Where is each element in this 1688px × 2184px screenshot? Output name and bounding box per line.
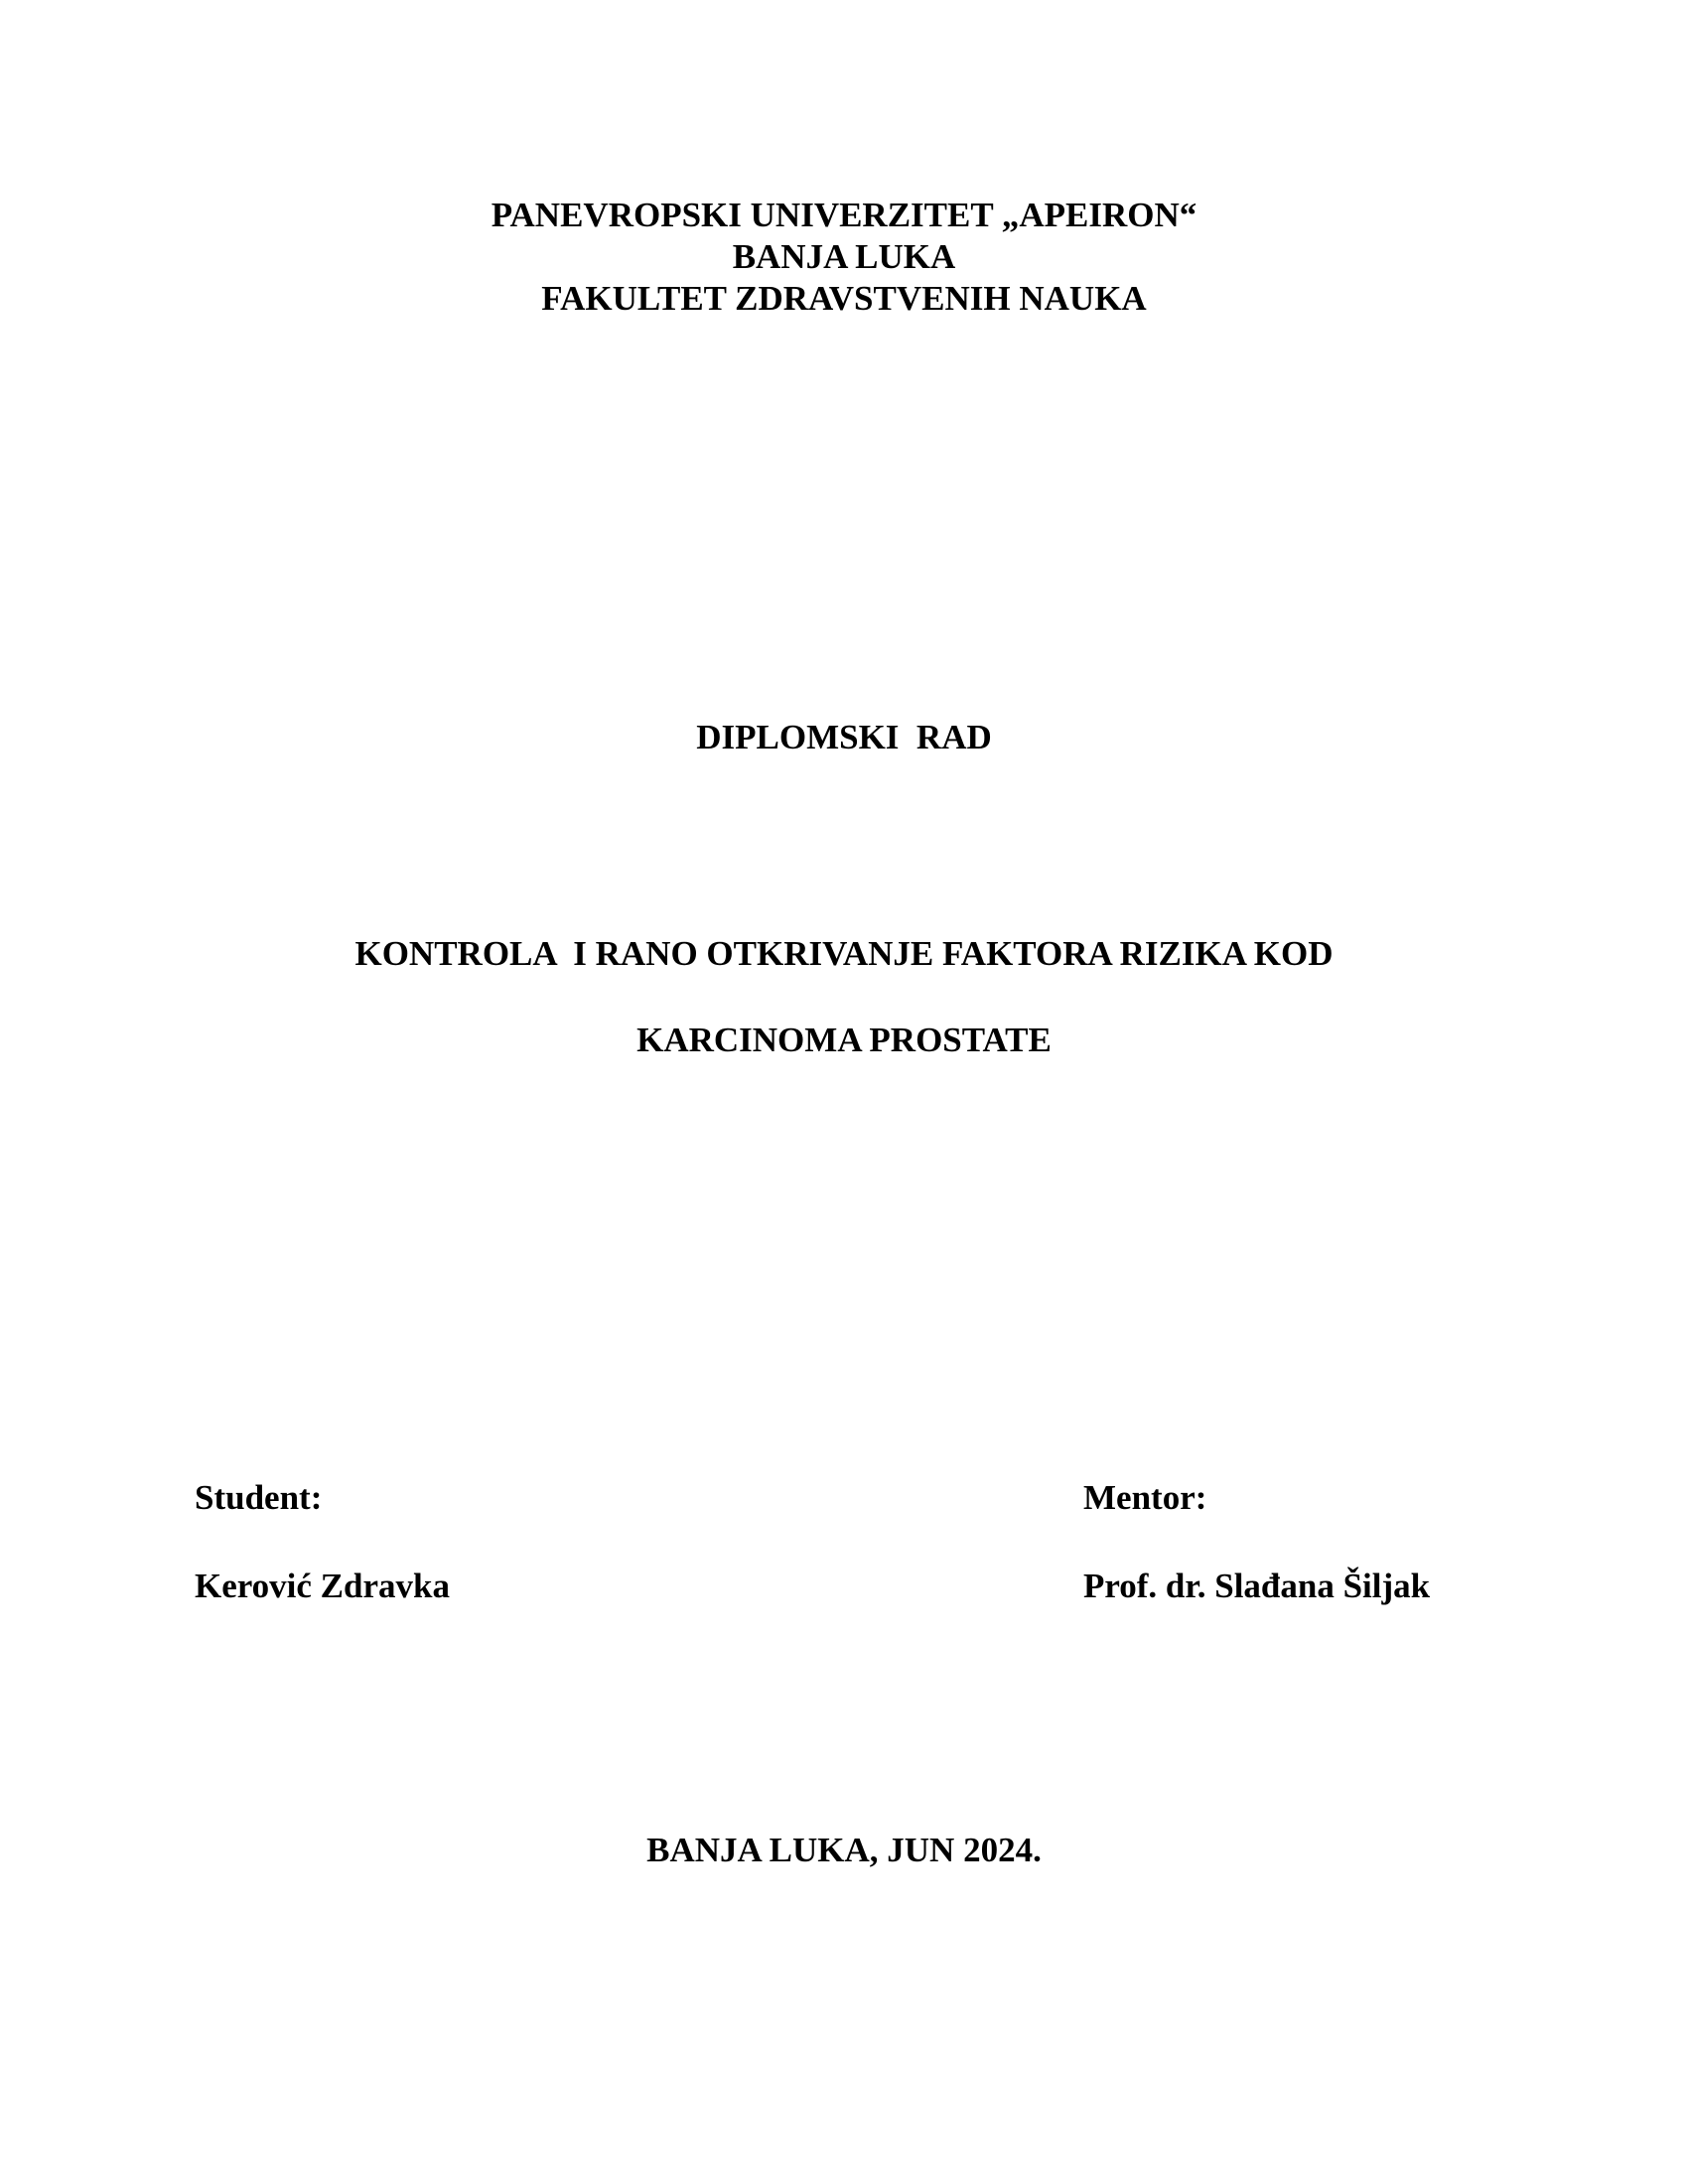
thesis-title-line-1: KONTROLA I RANO OTKRIVANJE FAKTORA RIZIKA KOD — [354, 934, 1334, 973]
university-name: PANEVROPSKI UNIVERZITET „APEIRON“ — [491, 196, 1197, 234]
mentor-label: Mentor: — [1083, 1478, 1207, 1517]
mentor-name: Prof. dr. Slađana Šiljak — [1083, 1567, 1431, 1605]
student-label: Student: — [195, 1478, 323, 1517]
document-type: DIPLOMSKI RAD — [696, 718, 992, 756]
university-city: BANJA LUKA — [732, 237, 956, 276]
faculty-name: FAKULTET ZDRAVSTVENIH NAUKA — [541, 279, 1147, 318]
thesis-title-line-2: KARCINOMA PROSTATE — [636, 1021, 1052, 1059]
student-name: Kerović Zdravka — [195, 1567, 450, 1605]
place-and-date: BANJA LUKA, JUN 2024. — [646, 1831, 1042, 1869]
